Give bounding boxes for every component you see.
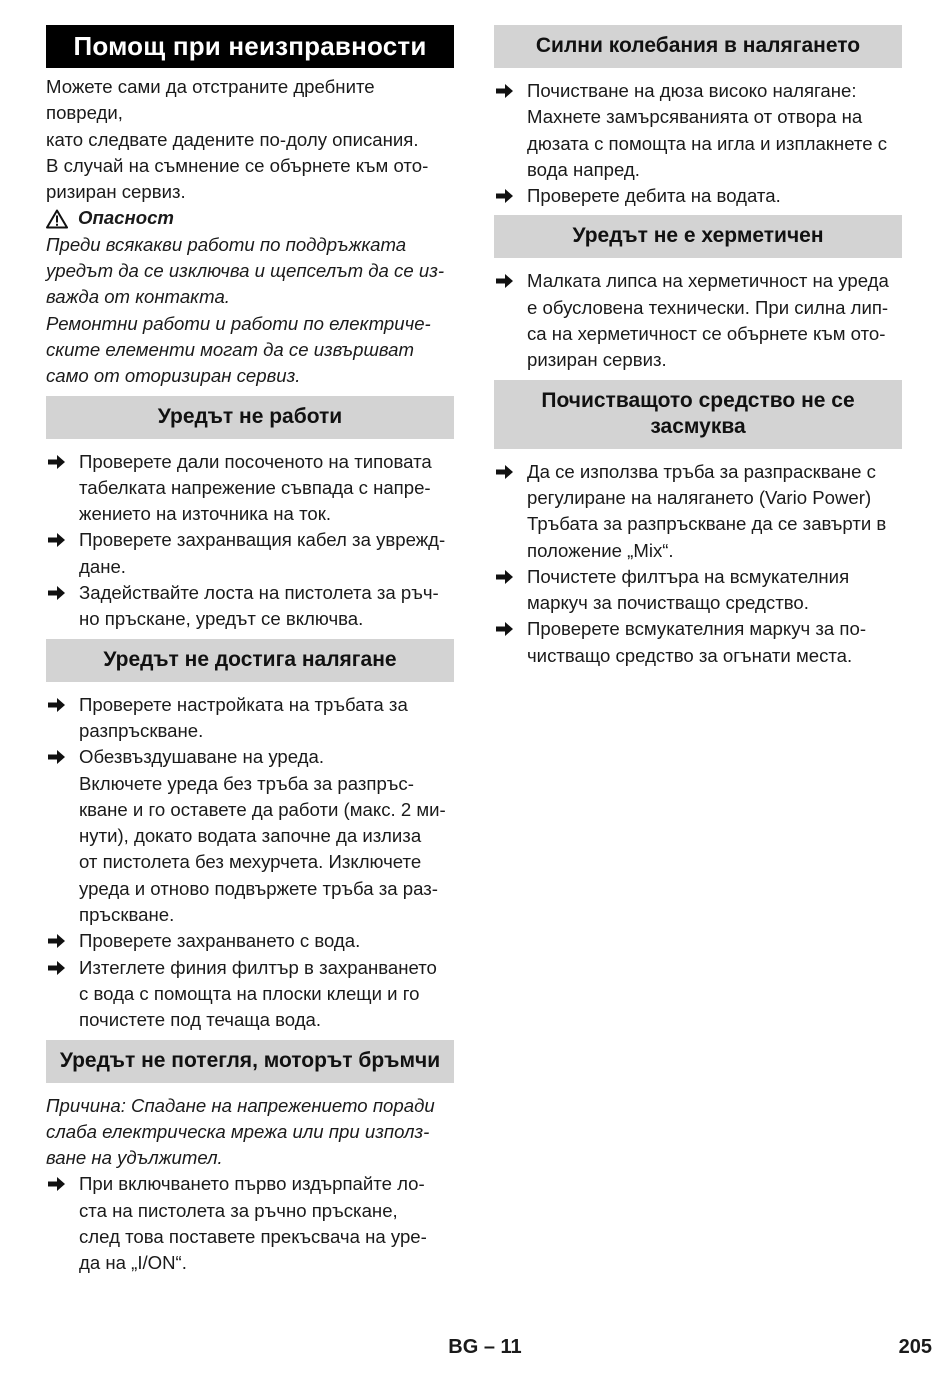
item-line: разпръскване.: [79, 719, 204, 741]
item-line: вода напред.: [527, 158, 640, 180]
bullet-list: [494, 268, 902, 373]
bullet-list: [46, 449, 454, 633]
item-line: Проверете всмукателния маркуч за по-: [527, 618, 867, 640]
item-line: При включването първо издърпайте ло-: [79, 1173, 425, 1195]
item-line: Тръбата за разпръскване да се завърти в: [527, 513, 887, 535]
section-heading: Силни колебания в налягането: [494, 25, 902, 68]
item-line: маркуч за почистващо средство.: [527, 592, 809, 614]
list-item: [46, 928, 454, 954]
item-line: Задействайте лоста на пистолета за ръч-: [79, 582, 439, 604]
item-line: Проверете захранването с вода.: [79, 930, 361, 952]
list-item: [494, 564, 902, 617]
arrow-right-icon: [48, 532, 66, 548]
item-line: табелката напрежение съвпада с напре-: [79, 476, 431, 498]
item-line: Да се използва тръба за разпраскване с: [527, 460, 876, 482]
cause-line: Причина: Спадане на напрежението поради: [46, 1094, 435, 1116]
danger-line: важда от контакта.: [46, 286, 230, 308]
list-item: [46, 692, 454, 745]
item-line: са на херметичност се обърнете към ото-: [527, 323, 886, 345]
item-line: Малката липса на херметичност на уреда: [527, 270, 889, 292]
danger-line: уредът да се изключва и щепселът да се из-: [46, 260, 445, 282]
bullet-list: [494, 459, 902, 669]
arrow-right-icon: [496, 83, 514, 99]
page-title: Помощ при неизправности: [46, 25, 454, 68]
item-line: да на „I/ON“.: [79, 1252, 187, 1274]
danger-line: ските елементи могат да се извършват: [46, 338, 415, 360]
item-line: ризиран сервиз.: [527, 349, 667, 371]
item-line: е обусловена технически. При силна лип-: [527, 296, 889, 318]
item-line: Проверете дебита на водата.: [527, 185, 781, 207]
item-line: положение „Mix“.: [527, 539, 674, 561]
footer-section-label: BG – 11: [448, 1336, 522, 1358]
left-column: [46, 25, 454, 1277]
bullet-list: [46, 1171, 454, 1276]
item-line: почистете под течаща вода.: [79, 1009, 322, 1031]
item-line: дюзата с помощта на игла и изплакнете с: [527, 132, 888, 154]
danger-text: [46, 232, 454, 390]
arrow-right-icon: [48, 697, 66, 713]
section-heading: [494, 380, 902, 449]
item-line: Почистване на дюза високо налягане:: [527, 80, 857, 101]
item-line: Обезвъздушаване на уреда.: [79, 746, 325, 768]
arrow-right-icon: [48, 933, 66, 949]
list-item: [494, 78, 902, 183]
danger-line: Преди всякакви работи по поддръжката: [46, 233, 407, 255]
section-heading: Уредът не достига налягане: [46, 639, 454, 682]
item-line: регулиране на налягането (Vario Power): [527, 486, 872, 508]
arrow-right-icon: [48, 585, 66, 601]
item-line: нути), докато водата започне да излиза: [79, 825, 422, 847]
list-item: [46, 1171, 454, 1276]
intro-text: [46, 74, 454, 205]
item-line: ста на пистолета за ръчно пръскане,: [79, 1199, 398, 1221]
arrow-right-icon: [48, 454, 66, 470]
arrow-right-icon: [496, 464, 514, 480]
right-column: [494, 25, 902, 669]
list-item: [494, 616, 902, 669]
intro-line: като следвате дадените по-долу описания.: [46, 128, 419, 150]
arrow-right-icon: [496, 188, 514, 204]
list-item: [46, 744, 454, 928]
list-item: [46, 527, 454, 580]
section-heading: Уредът не работи: [46, 396, 454, 439]
arrow-right-icon: [48, 1176, 66, 1192]
intro-line: ризиран сервиз.: [46, 181, 186, 203]
item-line: уреда и отново подвържете тръба за раз-: [79, 877, 438, 899]
footer-page-number: 205: [898, 1336, 932, 1358]
item-line: дане.: [79, 555, 126, 577]
item-line: Проверете настройката на тръбата за: [79, 693, 408, 715]
danger-heading: [46, 205, 454, 231]
item-line: жението на източника на ток.: [79, 503, 332, 525]
item-line: но пръскане, уредът се включва.: [79, 608, 364, 630]
list-item: [494, 268, 902, 373]
intro-line: В случай на съмнение се обърнете към ото-: [46, 154, 429, 176]
item-line: Почистете филтъра на всмукателния: [527, 565, 850, 587]
item-line: Проверете захранващия кабел за уврежд-: [79, 529, 446, 551]
list-item: [46, 580, 454, 633]
item-line: Изтеглете финия филтър в захранването: [79, 956, 437, 978]
item-line: Махнете замърсяванията от отвора на: [527, 106, 863, 128]
bullet-list: [46, 692, 454, 1034]
item-line: с вода с помощта на плоски клещи и го: [79, 982, 420, 1004]
arrow-right-icon: [48, 749, 66, 765]
list-item: [46, 955, 454, 1034]
arrow-right-icon: [496, 569, 514, 585]
danger-label: Опасност: [78, 207, 174, 229]
arrow-right-icon: [496, 273, 514, 289]
cause-line: ване на удължител.: [46, 1147, 223, 1169]
section-heading: Уредът не потегля, моторът бръмчи: [46, 1040, 454, 1083]
item-line: кване и го оставете да работи (макс. 2 ми-: [79, 798, 446, 820]
cause-text: [46, 1093, 454, 1172]
arrow-right-icon: [48, 960, 66, 976]
arrow-right-icon: [496, 621, 514, 637]
cause-line: слаба електрическа мрежа или при използ-: [46, 1120, 430, 1142]
heading-line: Почистващото средство не се: [541, 388, 855, 412]
item-line: чистващо средство за огънати места.: [527, 644, 853, 666]
bullet-list: [494, 78, 902, 209]
list-item: [494, 459, 902, 564]
item-line: Проверете дали посоченото на типовата: [79, 450, 432, 472]
item-line: пръскване.: [79, 904, 175, 926]
heading-line: засмуква: [650, 414, 746, 438]
danger-line: Ремонтни работи и работи по електриче-: [46, 312, 431, 334]
item-line: след това поставете прекъсвача на уре-: [79, 1225, 427, 1247]
list-item: [494, 183, 902, 209]
danger-line: само от оторизиран сервиз.: [46, 365, 301, 387]
section-heading: Уредът не е херметичен: [494, 215, 902, 258]
warning-triangle-icon: [46, 209, 68, 229]
intro-line: Можете сами да отстраните дребните повреди,: [46, 76, 375, 124]
item-line: от пистолета без мехурчета. Изключете: [79, 851, 422, 873]
item-line: Включете уреда без тръба за разпръс-: [79, 772, 414, 794]
list-item: [46, 449, 454, 528]
